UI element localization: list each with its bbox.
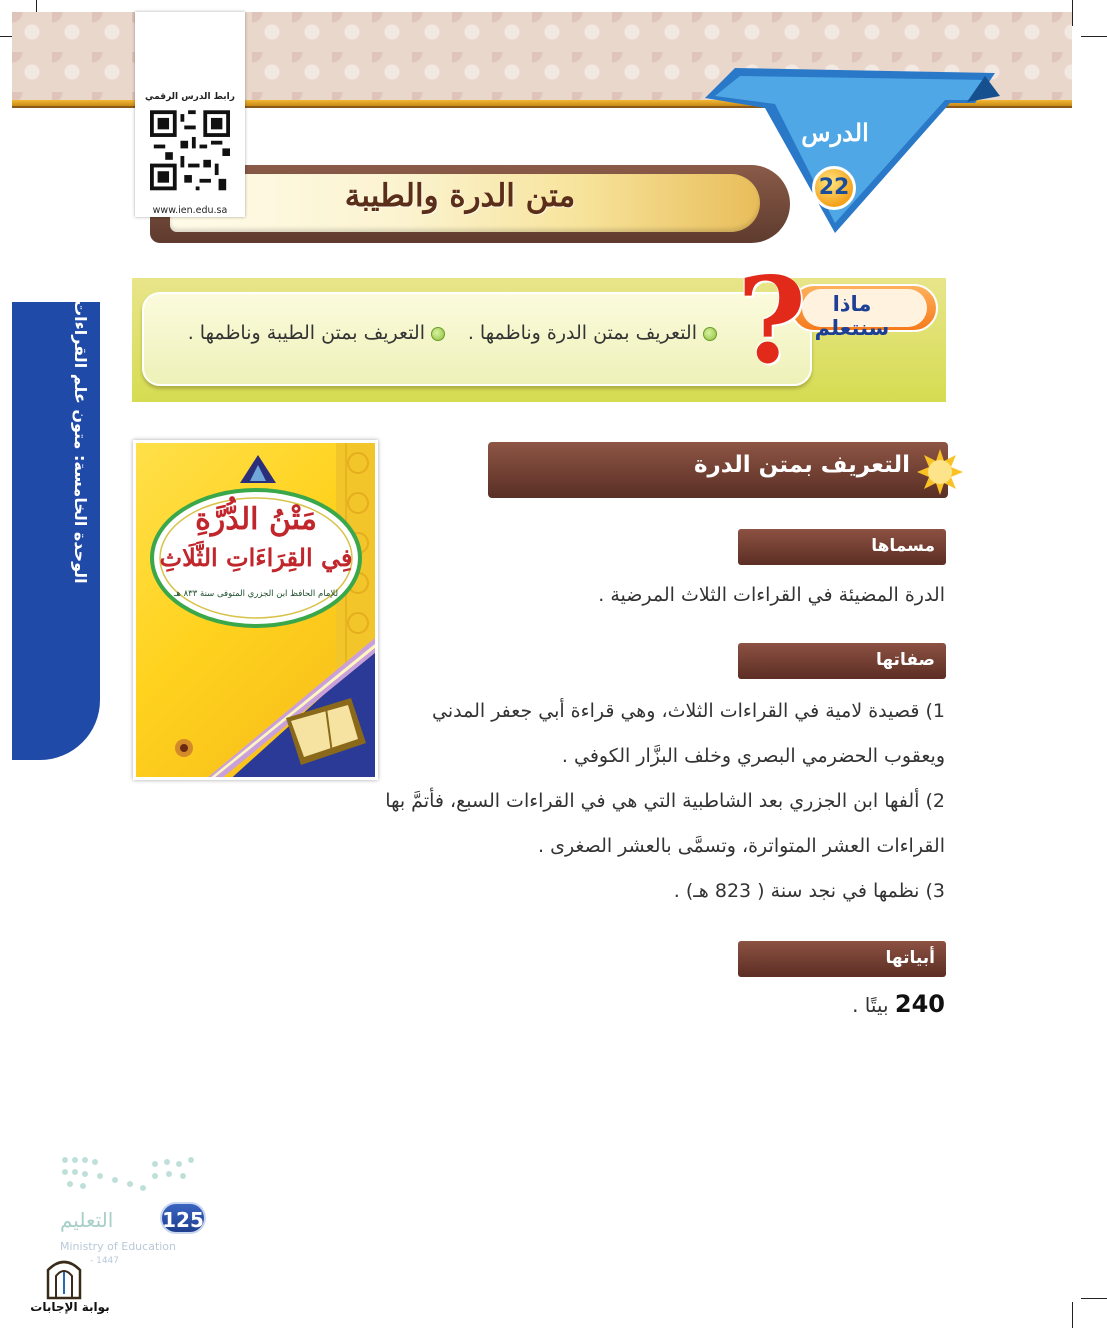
ministry-name-ar: التعليم	[60, 1208, 114, 1232]
ministry-dots-icon	[55, 1150, 235, 1210]
bullet-icon	[703, 327, 717, 341]
features-line: 1) قصيدة لامية في القراءات الثلاث، وهي قراءة أبي جعفر المدني	[432, 700, 945, 722]
book-cover-image	[133, 440, 378, 780]
lesson-title: متن الدرة والطيبة	[344, 178, 576, 214]
question-mark-icon: ?	[737, 251, 807, 390]
ministry-year: - 1447	[90, 1256, 120, 1266]
features-header-label: صفاتها	[875, 650, 935, 670]
book-cover-art	[136, 443, 378, 780]
names-header-label: مسماها	[871, 536, 935, 556]
ministry-name-en: Ministry of Education	[60, 1240, 177, 1253]
features-line: 3) نظمها في نجد سنة ( 823 هـ) .	[673, 880, 945, 902]
names-text: الدرة المضيئة في القراءات الثلاث المرضية .	[598, 584, 945, 606]
objectives-tag-label: ماذا سنتعلم	[814, 292, 890, 340]
lesson-ribbon	[705, 68, 1000, 238]
page-number-badge: 125	[160, 1202, 206, 1234]
crop-mark	[1072, 0, 1073, 26]
verses-count	[852, 990, 945, 1018]
section-title: التعريف بمتن الدرة	[693, 452, 910, 478]
objective-item	[188, 322, 445, 344]
unit-side-tab-label: الوحدة الخامسة: متون علم القراءات	[71, 300, 90, 584]
lesson-label: الدرس	[801, 118, 869, 147]
crop-mark	[1081, 1298, 1107, 1299]
verses-number: 240	[894, 990, 945, 1018]
features-line: القراءات العشر المتواترة، وتسمَّى بالعشر الصغرى .	[538, 835, 945, 857]
portal-label: بوابة الإجابات	[30, 1300, 110, 1314]
lesson-number-badge: 22	[812, 166, 856, 210]
verses-header-label: أبياتها	[885, 948, 935, 968]
book-title-line1: مَتْنُ الدُّرَّةِ	[195, 502, 317, 537]
features-line: ويعقوب الحضرمي البصري وخلف البزَّار الكوفي .	[561, 745, 945, 767]
verses-unit: بيتًا .	[852, 993, 889, 1017]
book-subtitle: للإمام الحافظ ابن الجزري المتوفى سنة ٨٣٣ هـ	[173, 589, 339, 599]
objective-item	[468, 322, 717, 344]
sun-icon	[915, 447, 965, 497]
qr-code-icon[interactable]	[150, 110, 230, 202]
portal-logo-icon	[44, 1254, 84, 1300]
objective-text: التعريف بمتن الدرة وناظمها .	[467, 322, 697, 344]
crop-mark	[1072, 1302, 1073, 1328]
objective-text: التعريف بمتن الطيبة وناظمها .	[187, 322, 425, 344]
crop-mark	[1081, 36, 1107, 37]
qr-url-link[interactable]: www.ien.edu.sa	[152, 205, 228, 216]
features-line: 2) ألفها ابن الجزري بعد الشاطبية التي هي في القراءات السبع، فأتمَّ بها	[385, 790, 945, 812]
book-title-line2: فِي القِرَاءَاتِ الثَّلَاثِ	[159, 543, 353, 572]
qr-card[interactable]	[135, 12, 245, 217]
qr-caption: رابط الدرس الرقمي	[145, 92, 235, 102]
bullet-icon	[431, 327, 445, 341]
